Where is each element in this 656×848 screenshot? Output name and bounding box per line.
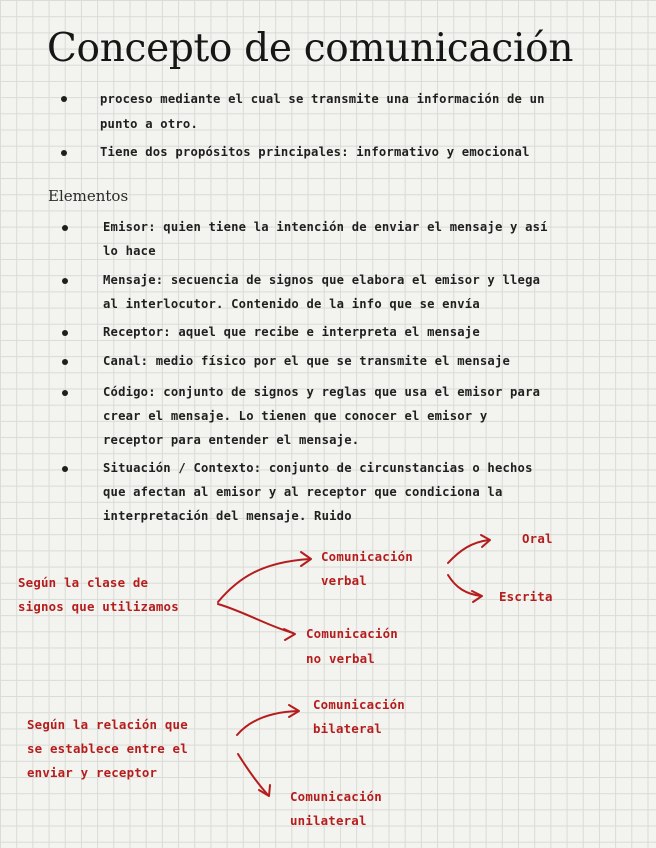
arrow-to-unilateral bbox=[238, 754, 268, 795]
diagram2-source-line-3: enviar y receptor bbox=[27, 765, 158, 780]
intro-item-1-line-1: proceso mediante el cual se transmite una información de un bbox=[100, 92, 545, 106]
page-title: Concepto de comunicación bbox=[47, 26, 574, 71]
diagram2-source-line-1: Según la relación que bbox=[27, 717, 188, 732]
diagram1-verbal-line-1: Comunicación bbox=[321, 549, 413, 564]
diagram2-unilateral-line-1: Comunicación bbox=[290, 789, 382, 804]
element-mensaje-line-2: al interlocutor. Contenido de la info que se envía bbox=[103, 297, 480, 311]
intro-item-2-line-1: Tiene dos propósitos principales: informativo y emocional bbox=[100, 145, 530, 159]
element-emisor-line-1: Emisor: quien tiene la intención de enviar el mensaje y así bbox=[103, 220, 548, 234]
arrowhead-no-verbal bbox=[284, 629, 295, 640]
diagram1-escrita: Escrita bbox=[499, 589, 553, 604]
element-codigo-line-2: crear el mensaje. Lo tienen que conocer el emisor y bbox=[103, 409, 488, 423]
element-situacion-line-3: interpretación del mensaje. Ruido bbox=[103, 509, 352, 523]
diagram1-verbal-line-2: verbal bbox=[321, 573, 367, 588]
diagram2-source-line-2: se establece entre el bbox=[27, 741, 188, 756]
arrow-to-no-verbal bbox=[218, 604, 293, 633]
diagram2-unilateral-line-2: unilateral bbox=[290, 813, 367, 828]
diagram1-no-verbal-line-2: no verbal bbox=[306, 651, 375, 666]
element-situacion-line-1: Situación / Contexto: conjunto de circunstancias o hechos bbox=[103, 461, 533, 475]
element-mensaje-line-1: Mensaje: secuencia de signos que elabora el emisor y llega bbox=[103, 273, 541, 287]
element-codigo-line-1: Código: conjunto de signos y reglas que usa el emisor para bbox=[103, 385, 541, 399]
intro-item-1-line-2: punto a otro. bbox=[100, 117, 198, 131]
diagram2-bilateral-line-2: bilateral bbox=[313, 721, 382, 736]
element-emisor-line-2: lo hace bbox=[103, 244, 156, 258]
arrow-to-verbal bbox=[218, 559, 310, 602]
arrow-to-bilateral bbox=[237, 711, 298, 735]
element-canal-line-1: Canal: medio físico por el que se transmite el mensaje bbox=[103, 354, 511, 368]
element-codigo-line-3: receptor para entender el mensaje. bbox=[103, 433, 360, 447]
arrowhead-escrita bbox=[472, 591, 482, 602]
elements-heading: Elementos bbox=[48, 187, 129, 205]
diagram2-bilateral-line-1: Comunicación bbox=[313, 697, 405, 712]
diagram1-source-line-1: Según la clase de bbox=[18, 575, 149, 590]
diagram1-source-line-2: signos que utilizamos bbox=[18, 599, 179, 614]
diagram1-oral: Oral bbox=[522, 531, 553, 546]
element-situacion-line-2: que afectan al emisor y al receptor que condiciona la bbox=[103, 485, 503, 499]
arrow-to-oral bbox=[448, 540, 489, 563]
diagram1-no-verbal-line-1: Comunicación bbox=[306, 626, 398, 641]
element-receptor-line-1: Receptor: aquel que recibe e interpreta el mensaje bbox=[103, 325, 480, 339]
